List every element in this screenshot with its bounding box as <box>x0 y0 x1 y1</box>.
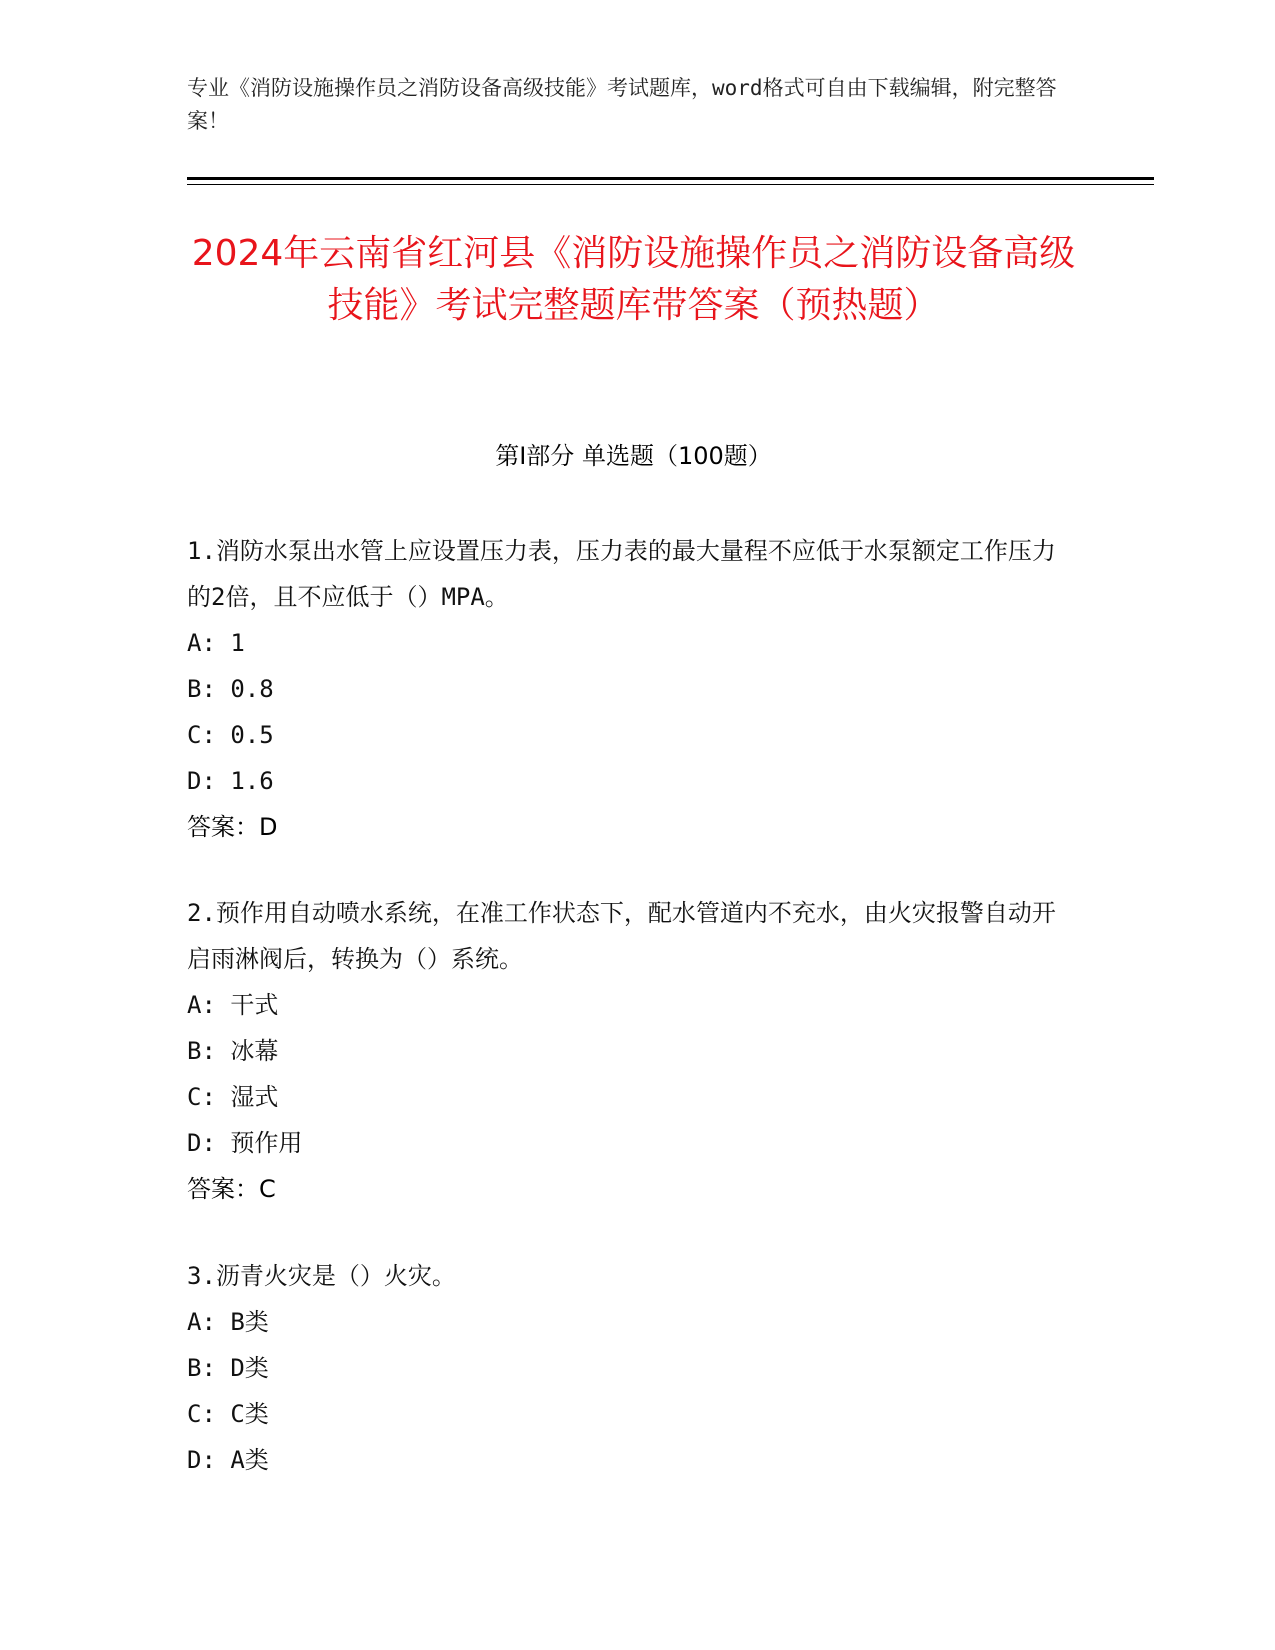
option-b: B: D类 <box>187 1354 269 1382</box>
option-a: A: 1 <box>187 629 245 657</box>
question-stem: 1.消防水泵出水管上应设置压力表，压力表的最大量程不应低于水泵额定工作压力的2倍，且不应低于（）MPA。 <box>187 537 1056 611</box>
option-c: C: C类 <box>187 1400 269 1428</box>
option-d: D: A类 <box>187 1446 269 1474</box>
question-1 <box>187 528 1067 850</box>
header-note: 专业《消防设施操作员之消防设备高级技能》考试题库，word格式可自由下载编辑，附完整答案！ <box>187 76 1057 133</box>
header-rule-thick <box>187 177 1154 180</box>
document-title: 2024年云南省红河县《消防设施操作员之消防设备高级技能》考试完整题库带答案（预热题） <box>191 233 1076 326</box>
option-b: B: 冰幕 <box>187 1037 279 1065</box>
header-rule-thin <box>187 184 1154 185</box>
option-a: A: B类 <box>187 1308 269 1336</box>
option-d: D: 1.6 <box>187 767 274 795</box>
question-stem: 2.预作用自动喷水系统，在准工作状态下，配水管道内不充水，由火灾报警自动开启雨淋阀后，转换为（）系统。 <box>187 899 1056 973</box>
option-b: B: 0.8 <box>187 675 274 703</box>
question-3 <box>187 1253 1067 1483</box>
answer: 答案：D <box>187 813 278 841</box>
option-d: D: 预作用 <box>187 1129 303 1157</box>
question-2 <box>187 890 1067 1212</box>
question-stem: 3.沥青火灾是（）火灾。 <box>187 1262 456 1290</box>
option-c: C: 0.5 <box>187 721 274 749</box>
option-c: C: 湿式 <box>187 1083 279 1111</box>
answer: 答案：C <box>187 1175 276 1203</box>
option-a: A: 干式 <box>187 991 279 1019</box>
section-heading: 第I部分 单选题（100题） <box>495 442 772 470</box>
